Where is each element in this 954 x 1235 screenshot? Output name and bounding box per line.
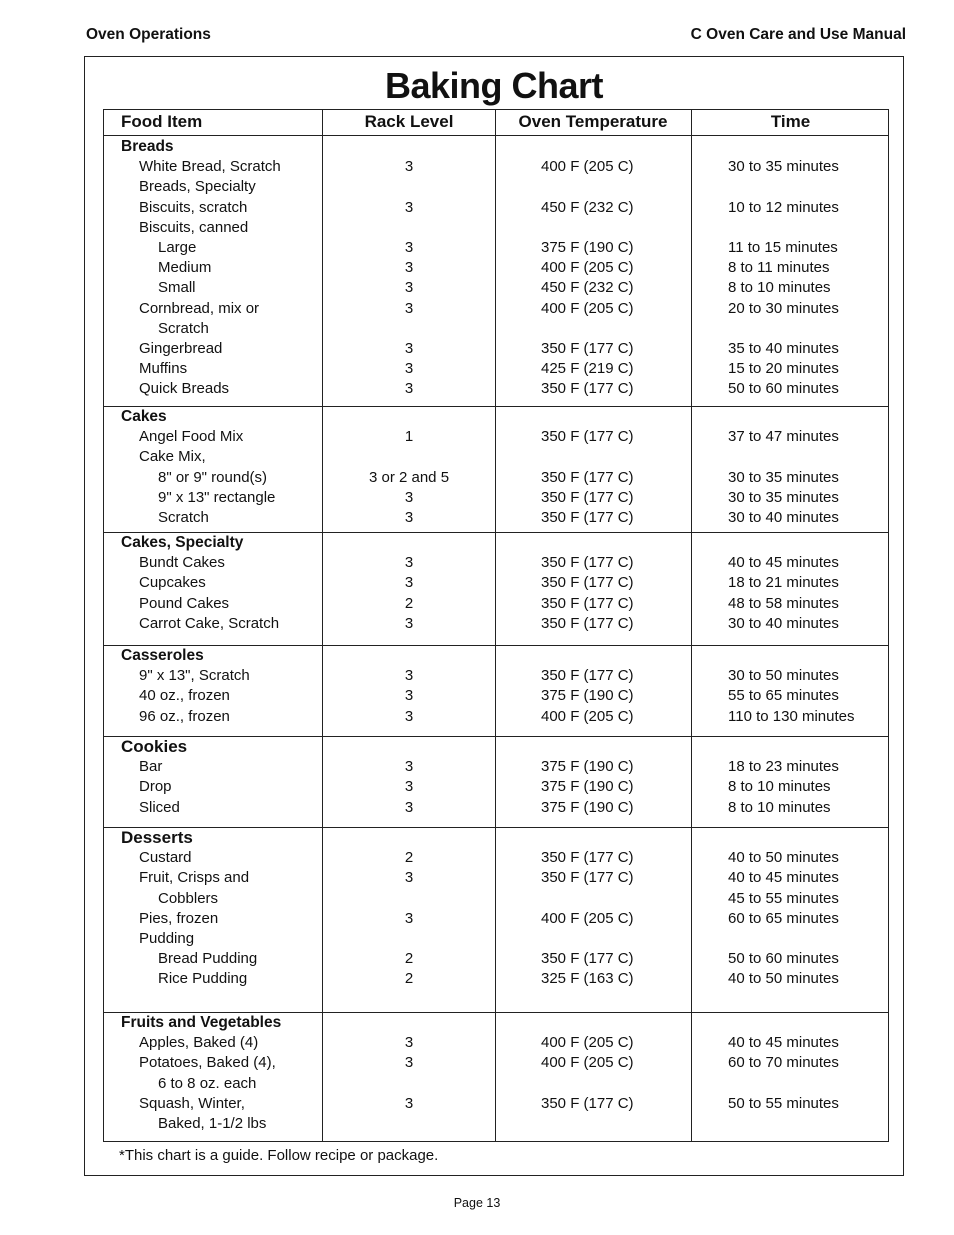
- table-row: [104, 686, 888, 706]
- header-manual-title: C Oven Care and Use Manual: [690, 26, 906, 43]
- food-item-cell: Custard: [139, 849, 192, 867]
- time-cell: 40 to 45 minutes: [728, 554, 839, 572]
- oven-temperature-cell: 375 F (190 C): [541, 798, 634, 816]
- category-label: Breads: [121, 138, 174, 155]
- oven-temperature-cell: 375 F (190 C): [541, 687, 634, 705]
- category-row: [104, 533, 888, 553]
- food-item-cell: Breads, Specialty: [139, 178, 256, 196]
- table-row: [104, 157, 888, 177]
- oven-temperature-cell: 375 F (190 C): [541, 778, 634, 796]
- rack-level-cell: 3: [404, 1054, 414, 1072]
- oven-temperature-cell: 350 F (177 C): [541, 667, 634, 685]
- food-item-cell: Rice Pudding: [158, 970, 248, 988]
- header-divider: [104, 135, 888, 136]
- oven-temperature-cell: 350 F (177 C): [541, 950, 634, 968]
- page-number: Page 13: [453, 1196, 501, 1210]
- oven-temperature-cell: 350 F (177 C): [541, 849, 634, 867]
- rack-level-cell: 3: [404, 707, 414, 725]
- table-section: [104, 646, 888, 727]
- category-row: [104, 1013, 888, 1033]
- table-row: [104, 909, 888, 929]
- oven-temperature-cell: 400 F (205 C): [541, 158, 634, 176]
- baking-table: [103, 109, 889, 1142]
- table-row: [104, 798, 888, 818]
- food-item-cell: Angel Food Mix: [139, 428, 244, 446]
- time-cell: 50 to 60 minutes: [728, 380, 839, 398]
- category-row: [104, 737, 888, 757]
- rack-level-cell: 3: [404, 798, 414, 816]
- table-section: [104, 137, 888, 399]
- table-row: [104, 218, 888, 238]
- chart-frame: [84, 56, 904, 1176]
- rack-level-cell: 3 or 2 and 5: [368, 468, 450, 486]
- table-section: [104, 533, 888, 634]
- table-row: [104, 198, 888, 218]
- food-item-cell: Cupcakes: [139, 574, 206, 592]
- category-label: Casseroles: [121, 647, 204, 664]
- rack-level-cell: 3: [404, 1094, 414, 1112]
- food-item-cell: Fruit, Crisps and: [139, 869, 250, 887]
- time-cell: 35 to 40 minutes: [728, 339, 839, 357]
- time-cell: 48 to 58 minutes: [728, 594, 839, 612]
- rack-level-cell: 3: [404, 508, 414, 526]
- time-cell: 8 to 10 minutes: [728, 279, 831, 297]
- oven-temperature-cell: 400 F (205 C): [541, 259, 634, 277]
- oven-temperature-cell: 400 F (205 C): [541, 707, 634, 725]
- column-header-rack-level: Rack Level: [364, 112, 454, 131]
- table-row: [104, 447, 888, 467]
- time-cell: 60 to 70 minutes: [728, 1054, 839, 1072]
- rack-level-cell: 3: [404, 299, 414, 317]
- rack-level-cell: 2: [404, 970, 414, 988]
- food-item-cell: Scratch: [158, 508, 209, 526]
- oven-temperature-cell: 400 F (205 C): [541, 1054, 634, 1072]
- food-item-cell: 6 to 8 oz. each: [158, 1074, 257, 1092]
- food-item-cell: Large: [158, 238, 197, 256]
- food-item-cell: Drop: [139, 778, 172, 796]
- oven-temperature-cell: 450 F (232 C): [541, 279, 634, 297]
- time-cell: 20 to 30 minutes: [728, 299, 839, 317]
- time-cell: 8 to 10 minutes: [728, 798, 831, 816]
- table-row: [104, 238, 888, 258]
- rack-level-cell: 3: [404, 554, 414, 572]
- column-header-oven-temperature: Oven Temperature: [518, 112, 668, 131]
- table-row: [104, 614, 888, 634]
- table-section: [104, 407, 888, 528]
- table-section: [104, 1013, 888, 1134]
- category-row: [104, 137, 888, 157]
- oven-temperature-cell: 400 F (205 C): [541, 909, 634, 927]
- rack-level-cell: 3: [404, 360, 414, 378]
- oven-temperature-cell: 350 F (177 C): [541, 508, 634, 526]
- table-row: [104, 1033, 888, 1053]
- time-cell: 15 to 20 minutes: [728, 360, 839, 378]
- food-item-cell: Medium: [158, 259, 212, 277]
- food-item-cell: Bar: [139, 758, 163, 776]
- rack-level-cell: 2: [404, 594, 414, 612]
- food-item-cell: 96 oz., frozen: [139, 707, 230, 725]
- food-item-cell: 8" or 9" round(s): [158, 468, 268, 486]
- category-label: Desserts: [121, 828, 193, 847]
- category-label: Cookies: [121, 737, 188, 756]
- oven-temperature-cell: 425 F (219 C): [541, 360, 634, 378]
- oven-temperature-cell: 350 F (177 C): [541, 339, 634, 357]
- time-cell: 55 to 65 minutes: [728, 687, 839, 705]
- table-row: [104, 278, 888, 298]
- table-row: [104, 359, 888, 379]
- oven-temperature-cell: 350 F (177 C): [541, 554, 634, 572]
- rack-level-cell: 2: [404, 849, 414, 867]
- food-item-cell: Cobblers: [158, 889, 219, 907]
- table-row: [104, 508, 888, 528]
- oven-temperature-cell: 450 F (232 C): [541, 198, 634, 216]
- table-row: [104, 319, 888, 339]
- food-item-cell: Squash, Winter,: [139, 1094, 245, 1112]
- rack-level-cell: 1: [404, 428, 414, 446]
- time-cell: 50 to 55 minutes: [728, 1094, 839, 1112]
- oven-temperature-cell: 400 F (205 C): [541, 1034, 634, 1052]
- time-cell: 30 to 40 minutes: [728, 508, 839, 526]
- rack-level-cell: 2: [404, 950, 414, 968]
- food-item-cell: 9" x 13" rectangle: [158, 488, 276, 506]
- table-row: [104, 258, 888, 278]
- oven-temperature-cell: 350 F (177 C): [541, 380, 634, 398]
- table-section: [104, 737, 888, 818]
- oven-temperature-cell: 350 F (177 C): [541, 468, 634, 486]
- rack-level-cell: 3: [404, 238, 414, 256]
- table-row: [104, 573, 888, 593]
- table-row: [104, 868, 888, 888]
- table-row: [104, 299, 888, 319]
- table-row: [104, 777, 888, 797]
- time-cell: 8 to 10 minutes: [728, 778, 831, 796]
- footnote: *This chart is a guide. Follow recipe or package.: [119, 1147, 439, 1164]
- table-row: [104, 177, 888, 197]
- time-cell: 11 to 15 minutes: [728, 238, 838, 256]
- rack-level-cell: 3: [404, 758, 414, 776]
- oven-temperature-cell: 350 F (177 C): [541, 1094, 634, 1112]
- rack-level-cell: 3: [404, 339, 414, 357]
- oven-temperature-cell: 350 F (177 C): [541, 428, 634, 446]
- food-item-cell: Biscuits, canned: [139, 218, 249, 236]
- rack-level-cell: 3: [404, 614, 414, 632]
- oven-temperature-cell: 325 F (163 C): [541, 970, 634, 988]
- table-section: [104, 828, 888, 990]
- rack-level-cell: 3: [404, 1034, 414, 1052]
- category-row: [104, 828, 888, 848]
- table-row: [104, 468, 888, 488]
- oven-temperature-cell: 400 F (205 C): [541, 299, 634, 317]
- food-item-cell: Pudding: [139, 929, 195, 947]
- oven-temperature-cell: 350 F (177 C): [541, 574, 634, 592]
- column-header-food-item: Food Item: [121, 112, 203, 131]
- time-cell: 37 to 47 minutes: [728, 428, 839, 446]
- category-row: [104, 646, 888, 666]
- table-row: [104, 427, 888, 447]
- food-item-cell: Small: [158, 279, 196, 297]
- food-item-cell: 9" x 13", Scratch: [139, 667, 250, 685]
- food-item-cell: Gingerbread: [139, 339, 223, 357]
- time-cell: 50 to 60 minutes: [728, 950, 839, 968]
- food-item-cell: Apples, Baked (4): [139, 1034, 259, 1052]
- food-item-cell: Potatoes, Baked (4),: [139, 1054, 276, 1072]
- time-cell: 110 to 130 minutes: [728, 707, 855, 725]
- food-item-cell: Carrot Cake, Scratch: [139, 614, 280, 632]
- rack-level-cell: 3: [404, 667, 414, 685]
- food-item-cell: Scratch: [158, 319, 209, 337]
- rack-level-cell: 3: [404, 380, 414, 398]
- rack-level-cell: 3: [404, 909, 414, 927]
- page-title: Baking Chart: [384, 65, 604, 106]
- category-label: Cakes: [121, 408, 167, 425]
- oven-temperature-cell: 350 F (177 C): [541, 488, 634, 506]
- time-cell: 30 to 50 minutes: [728, 667, 839, 685]
- rack-level-cell: 3: [404, 687, 414, 705]
- table-row: [104, 1094, 888, 1114]
- header-section-title: Oven Operations: [86, 26, 211, 43]
- food-item-cell: Bread Pudding: [158, 950, 258, 968]
- oven-temperature-cell: 350 F (177 C): [541, 614, 634, 632]
- table-row: [104, 707, 888, 727]
- rack-level-cell: 3: [404, 198, 414, 216]
- food-item-cell: Cornbread, mix or: [139, 299, 260, 317]
- table-row: [104, 1114, 888, 1134]
- table-row: [104, 848, 888, 868]
- table-row: [104, 553, 888, 573]
- time-cell: 30 to 35 minutes: [728, 488, 839, 506]
- time-cell: 30 to 40 minutes: [728, 614, 839, 632]
- category-label: Cakes, Specialty: [121, 534, 244, 551]
- table-row: [104, 488, 888, 508]
- table-row: [104, 757, 888, 777]
- time-cell: 40 to 45 minutes: [728, 1034, 839, 1052]
- table-row: [104, 594, 888, 614]
- time-cell: 40 to 50 minutes: [728, 970, 839, 988]
- category-label: Fruits and Vegetables: [121, 1014, 282, 1031]
- time-cell: 45 to 55 minutes: [728, 889, 839, 907]
- column-header-time: Time: [770, 112, 811, 131]
- time-cell: 40 to 50 minutes: [728, 849, 839, 867]
- time-cell: 10 to 12 minutes: [728, 198, 839, 216]
- table-row: [104, 1053, 888, 1073]
- rack-level-cell: 3: [404, 279, 414, 297]
- time-cell: 30 to 35 minutes: [728, 158, 839, 176]
- time-cell: 18 to 21 minutes: [728, 574, 839, 592]
- food-item-cell: Baked, 1-1/2 lbs: [158, 1114, 267, 1132]
- table-row: [104, 339, 888, 359]
- food-item-cell: Pound Cakes: [139, 594, 230, 612]
- food-item-cell: Sliced: [139, 798, 180, 816]
- time-cell: 18 to 23 minutes: [728, 758, 839, 776]
- oven-temperature-cell: 350 F (177 C): [541, 594, 634, 612]
- food-item-cell: Quick Breads: [139, 380, 230, 398]
- table-row: [104, 666, 888, 686]
- table-row: [104, 929, 888, 949]
- food-item-cell: Cake Mix,: [139, 448, 206, 466]
- rack-level-cell: 3: [404, 869, 414, 887]
- food-item-cell: White Bread, Scratch: [139, 158, 281, 176]
- table-row: [104, 949, 888, 969]
- rack-level-cell: 3: [404, 488, 414, 506]
- food-item-cell: Bundt Cakes: [139, 554, 225, 572]
- table-row: [104, 889, 888, 909]
- food-item-cell: 40 oz., frozen: [139, 687, 230, 705]
- table-row: [104, 1074, 888, 1094]
- rack-level-cell: 3: [404, 574, 414, 592]
- rack-level-cell: 3: [404, 259, 414, 277]
- time-cell: 8 to 11 minutes: [728, 259, 830, 277]
- oven-temperature-cell: 350 F (177 C): [541, 869, 634, 887]
- oven-temperature-cell: 375 F (190 C): [541, 238, 634, 256]
- table-row: [104, 969, 888, 989]
- food-item-cell: Muffins: [139, 360, 188, 378]
- time-cell: 30 to 35 minutes: [728, 468, 839, 486]
- rack-level-cell: 3: [404, 778, 414, 796]
- food-item-cell: Biscuits, scratch: [139, 198, 248, 216]
- food-item-cell: Pies, frozen: [139, 909, 219, 927]
- time-cell: 40 to 45 minutes: [728, 869, 839, 887]
- category-row: [104, 407, 888, 427]
- oven-temperature-cell: 375 F (190 C): [541, 758, 634, 776]
- table-row: [104, 379, 888, 399]
- rack-level-cell: 3: [404, 158, 414, 176]
- time-cell: 60 to 65 minutes: [728, 909, 839, 927]
